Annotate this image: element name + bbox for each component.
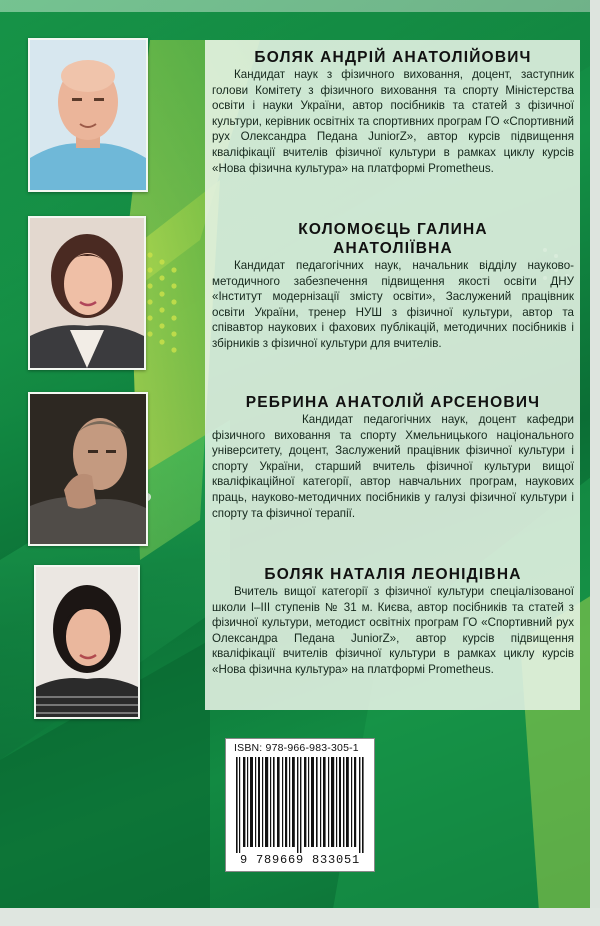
barcode-bars <box>234 757 366 853</box>
author-photo-kolomoiets-halyna <box>28 216 146 370</box>
author-name: РЕБРИНА АНАТОЛІЙ АРСЕНОВИЧ <box>245 394 541 411</box>
author-bio-3 <box>212 393 574 521</box>
barcode-digits: 9 789669 833051 <box>239 853 361 867</box>
isbn-label: ISBN: 978-966-983-305-1 <box>234 742 359 754</box>
author-bio-1 <box>212 48 574 176</box>
author-name: БОЛЯК АНДРІЙ АНАТОЛІЙОВИЧ <box>254 49 532 66</box>
author-bio-text: Кандидат педагогічних наук, начальник відділу науково-методичного забезпечення підвищення якості освіти ДНУ «Інститут модернізації змісту освіти», Заслужений працівник освіти України, тренер НУШ з фізичної культури, автор та співавтор наукових і фахових публікацій, методичних посібників і збірників з фізичної культури для вчителів. <box>212 259 574 350</box>
author-photo-rebryna-anatolii <box>28 392 148 546</box>
author-bio-text: Кандидат педагогічних наук, доцент кафедри фізичного виховання та спорту Хмельницького національного університету, доцент, Заслужений працівник фізичної культури і спорту України, старший вчитель фізичної культури вищої кваліфікаційної категорії, автор навчальних програм, наукових праць, науково-методичних посібників у галузі фізичної культури і спорту та фізичної терапії. <box>212 413 574 520</box>
author-bio-2 <box>212 220 574 352</box>
scan-border-right <box>590 0 600 926</box>
author-bio-4 <box>212 565 574 678</box>
author-photo-boliak-andrii <box>28 38 148 192</box>
author-bio-text: Кандидат наук з фізичного виховання, доцент, заступник голови Комітету з фізичного виховання та спорту Міністерства освіти і науки України, автор посібників та статей з фізичної культури, керівник освітніх та спортивних програм ГО «Спортивний рух Олександра Педана JuniorZ», автор курсів підвищення кваліфікації вчителів фізичної культури в рамках циклу курсів «Нова фізична культура» на платформі Prometheus. <box>212 68 574 175</box>
scan-border-bottom <box>0 908 600 926</box>
author-bio-text: Вчитель вищої категорії з фізичної культури спеціалізованої школи І–ІІІ ступенів № 31 м. Києва, автор посібників та статей з фізичної культури, методист освітніх програм ГО «Спортивний рух Олександра Педана JuniorZ», автор курсів підвищення кваліфікації вчителів фізичної культури в рамках циклу курсів «Нова фізична культура» на платформі Prometheus. <box>212 585 574 676</box>
author-photo-boliak-nataliia <box>34 565 140 719</box>
author-name: КОЛОМОЄЦЬ ГАЛИНА АНАТОЛІЇВНА <box>298 221 488 257</box>
isbn-barcode <box>225 738 375 872</box>
author-name: БОЛЯК НАТАЛІЯ ЛЕОНІДІВНА <box>264 566 522 583</box>
